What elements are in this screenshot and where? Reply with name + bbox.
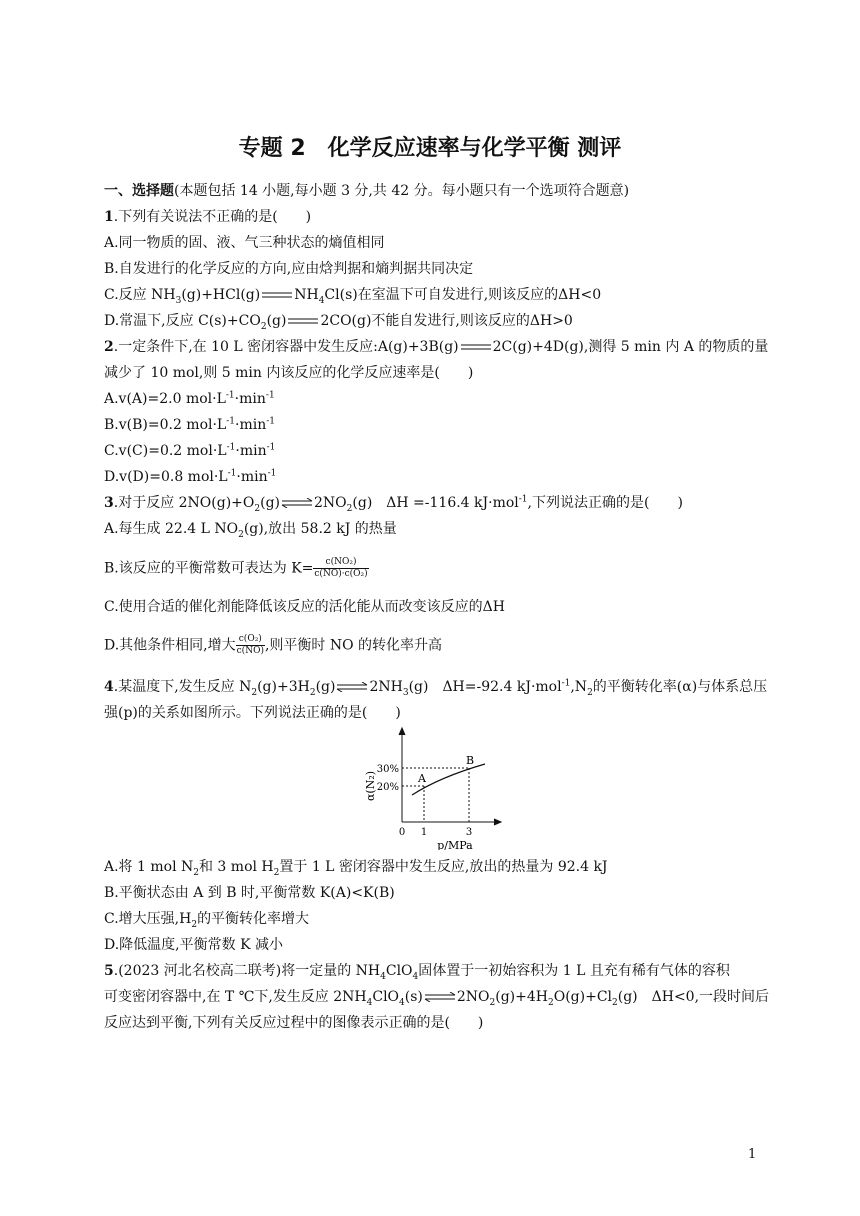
x-tick-1: 1 [420, 827, 428, 838]
equals-arrow-icon [459, 342, 493, 352]
q4-stem-line2: 强(p)的关系如图所示。下列说法正确的是( ) [104, 705, 401, 721]
equilibrium-arrow-icon [335, 682, 369, 692]
concentration-ratio-fraction: $\frac{\text{c(O₂)}}{c(NO)}$ [236, 634, 264, 656]
point-a-label: A [418, 772, 426, 785]
point-b-label: B [465, 754, 475, 767]
x-tick-3: 3 [465, 827, 473, 838]
q4-option-d: D.降低温度,平衡常数 K 减小 [104, 937, 283, 953]
x-tick-0: 0 [398, 827, 406, 838]
graph-x-axis-arrow [494, 819, 501, 825]
q3-option-c: C.使用合适的催化剂能降低该反应的活化能从而改变该反应的ΔH [104, 599, 505, 615]
equilibrium-arrow-icon [423, 992, 457, 1002]
q3-stem: 3.对于反应 $2NO(g)+O_2(g)$ $2NO_2(g)$ ΔH =-116.4 kJ·mol$^{-1}$,下列说法正确的是( ) [104, 494, 683, 514]
section-note: (本题包括 14 小题,每小题 3 分,共 42 分。每小题只有一个选项符合题意) [174, 183, 630, 199]
graph-x-label: p/MPa [437, 839, 473, 850]
q1-number: 1 [104, 209, 114, 225]
q3-option-a: A.每生成 22.4 L $NO_2(g)$,放出 58.2 kJ 的热量 [104, 521, 397, 540]
q2-stem-line2: 减少了 10 mol,则 5 min 内该反应的化学反应速率是( ) [104, 365, 474, 381]
q3-option-d: D.其他条件相同,增大 $\frac{\text{c(O₂)}}{c(NO)}$ ,则平衡时 NO 的转化率升高 [104, 634, 443, 656]
y-tick-20: 20% [376, 782, 399, 793]
equals-arrow-icon [286, 316, 320, 326]
q1-stem [104, 207, 760, 227]
q3-option-b: B.该反应的平衡常数可表达为 K= $\frac{\text{c(NO₂)}}{\text{c(NO)·c(O₂)}}$ [104, 557, 368, 579]
q1-option-d: D.常温下,反应 $C(s)+CO_2(g)$ 2CO(g)不能自发进行,则该反应的ΔH>0 [104, 313, 573, 332]
q1-option-b: B.自发进行的化学反应的方向,应由焓判据和熵判据共同决定 [104, 261, 474, 277]
equals-arrow-icon [260, 290, 294, 300]
q1-option-a: A.同一物质的固、液、气三种状态的熵值相同 [104, 235, 385, 251]
conversion-pressure-graph [360, 722, 510, 850]
q2-option-a: A.v(A)=2.0 $mol\cdot L^{-1}\cdot\min^{-1}$ [104, 390, 275, 407]
equilibrium-arrow-icon [280, 498, 314, 508]
q5-stem-line2: 可变密闭容器中,在 T ℃下,发生反应 $2NH_4ClO_4(s)$ $2NO_2(g)+4H_2O(g)+Cl_2(g)$ ΔH<0,一段时间后 [104, 989, 770, 1008]
q2-option-b: B.v(B)=0.2 $mol\cdot L^{-1}\cdot\min^{-1}$ [104, 416, 276, 433]
equilibrium-constant-fraction: $\frac{\text{c(NO₂)}}{\text{c(NO)·c(O₂)}}$ [314, 557, 368, 579]
q2-option-c: C.v(C)=0.2 $mol\cdot L^{-1}\cdot\min^{-1}$ [104, 442, 276, 459]
q2-option-d: D.v(D)=0.8 $mol\cdot L^{-1}\cdot\min^{-1}$ [104, 468, 277, 485]
section-label: 一、选择题 [104, 183, 174, 199]
q4-option-b: B.平衡状态由 A 到 B 时,平衡常数 K(A)<K(B) [104, 885, 395, 901]
page-number: 1 [748, 1147, 757, 1162]
q1-stem-text: .下列有关说法不正确的是( ) [113, 209, 312, 225]
q5-stem: 5.(2023 河北名校高二联考)将一定量的 $NH_4ClO_4$固体置于一初始容积为 1 L 且充有稀有气体的容积 [104, 963, 730, 982]
graph-y-label: α(N₂) [364, 770, 377, 802]
q5-stem-line3: 反应达到平衡,下列有关反应过程中的图像表示正确的是( ) [104, 1015, 484, 1031]
q1-option-c: C.反应 $NH_3(g)+HCl(g)$ $NH_4Cl(s)$在室温下可自发进行,则该反应的ΔH<0 [104, 287, 602, 306]
section-heading [104, 181, 760, 201]
page-title: 专题 2 化学反应速率与化学平衡 测评 [238, 136, 622, 161]
q4-stem: 4.某温度下,发生反应 $N_2(g)+3H_2(g)$ $2NH_3(g)$ ΔH=-92.4 $kJ\cdot mol^{-1},N_2$的平衡转化率(α)与体系总压 [104, 678, 768, 698]
q4-option-a: A.将 1 mol $N_2$和 3 mol $H_2$置于 1 L 密闭容器中发生反应,放出的热量为 92.4 kJ [104, 859, 608, 878]
y-tick-30: 30% [376, 764, 399, 775]
q4-option-c: C.增大压强$,H_2$的平衡转化率增大 [104, 911, 310, 930]
graph-y-axis-arrow [399, 728, 405, 735]
q2-stem: 2.一定条件下,在 10 L 密闭容器中发生反应:A(g)+3B(g) 2C(g)+4D(g),测得 5 min 内 A 的物质的量 [104, 339, 769, 355]
